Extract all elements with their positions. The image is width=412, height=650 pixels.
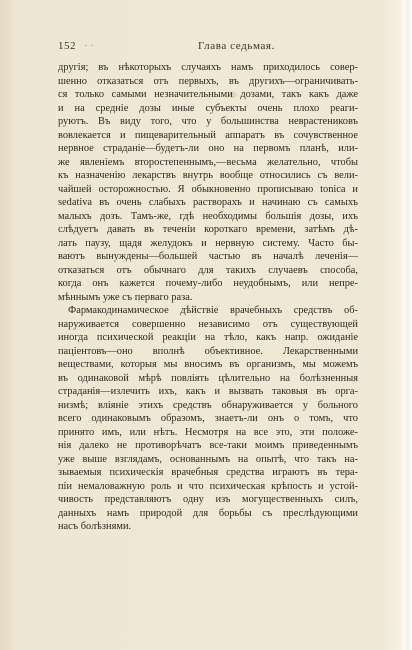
- text-line: насъ болѣзнями.: [58, 521, 132, 532]
- text-line: шенно отказаться отъ первыхъ, въ другихъ—ограничивать-: [58, 75, 358, 87]
- text-line: страданія—излечить ихъ, какъ и вызвать таковыя въ орга-: [58, 386, 358, 397]
- text-line: мѣннымъ уже съ перваго раза.: [58, 291, 193, 303]
- text-line: піи немаловажную роль и что психическая крѣпость и устой-: [58, 480, 358, 492]
- text-line: иногда психической реакціи на тѣло, какъ напр. ожиданіе: [58, 332, 358, 343]
- text-line: паціентовъ—оно вполнѣ объективное. Лекарственными: [58, 345, 358, 357]
- text-line: вовлекается и пищеварительный аппаратъ въ сочувственное: [58, 129, 358, 141]
- text-line: отказаться отъ обычнаго для такихъ случаевъ способа,: [58, 264, 358, 276]
- text-line: наруживается совершенно независимо отъ существующей: [58, 318, 358, 330]
- text-line: уже выше взглядамъ, основаннымъ на опытѣ, что такъ на-: [58, 453, 358, 465]
- text-line: Фармакодинамическое дѣйствіе врачебныхъ средствъ об-: [68, 305, 358, 316]
- text-line: чивость представляютъ одну изъ могущественныхъ силъ,: [58, 494, 358, 505]
- text-line: низмѣ; вліяніе этихъ средствъ обнаруживается у больного: [58, 399, 358, 411]
- text-line: данныхъ намъ природой для борьбы съ преслѣдующими: [58, 507, 358, 519]
- text-line: нія далеко не противорѣчатъ все-таки моимъ приведеннымъ: [58, 440, 358, 451]
- text-line: принято имъ, или нѣтъ. Несмотря на все это, эти положе-: [58, 426, 358, 438]
- text-line: же явленіемъ второстепеннымъ,—весьма желательно, чтобы: [58, 156, 358, 168]
- text-line: зываемыя психическія врачебныя средства играютъ въ тера-: [58, 467, 358, 478]
- body-text: [58, 61, 358, 534]
- text-line: когда онъ кажется почему-либо неудобнымъ, или непре-: [58, 278, 358, 289]
- paragraph: [58, 304, 358, 534]
- chapter-title: Глава седьмая.: [198, 40, 275, 52]
- text-line: другія; въ нѣкоторыхъ случаяхъ намъ приходилось совер-: [58, 62, 358, 73]
- text-line: лать паузу, щадя желудокъ и нервную систему. Часто бы-: [58, 237, 358, 249]
- text-line: ваютъ вынуждены—большей частью въ началѣ леченія—: [58, 251, 358, 262]
- text-line: слѣдуетъ давать въ теченіи короткаго времени, затѣмъ дѣ-: [58, 224, 358, 235]
- paragraph: [58, 61, 358, 304]
- page-number: 152: [58, 40, 76, 52]
- text-line: въ одинаковой мѣрѣ повліять цѣлительно на болѣзненныя: [58, 372, 358, 384]
- text-line: sedativa въ очень слабыхъ растворахъ и начинаю съ самыхъ: [58, 197, 358, 208]
- header-ornament: · ·: [84, 40, 95, 52]
- text-line: нервное страданіе—будетъ-ли оно на первомъ планѣ, или-: [58, 143, 358, 154]
- text-line: малыхъ дозъ. Тамъ-же, гдѣ необходимы большія дозы, ихъ: [58, 210, 358, 222]
- text-line: руютъ. Въ виду того, что у большинства неврастениковъ: [58, 116, 358, 127]
- text-line: чайшей осторожностью. Я обыкновенно прописываю tonica и: [58, 183, 358, 195]
- text-line: всего одинаковымъ образомъ, знаетъ-ли онъ о томъ, что: [58, 413, 358, 424]
- text-line: веществами, которыя мы вносимъ въ организмъ, мы можемъ: [58, 359, 358, 370]
- text-line: ся только самыми незначительными дозами, такъ какъ даже: [58, 89, 358, 100]
- running-header: [58, 40, 358, 56]
- page-edge: [406, 0, 412, 650]
- text-line: и на средніе дозы иные субъекты очень плохо реаги-: [58, 102, 358, 114]
- text-line: къ назначенію лекарствъ внутрь вообще относились съ вели-: [58, 170, 358, 181]
